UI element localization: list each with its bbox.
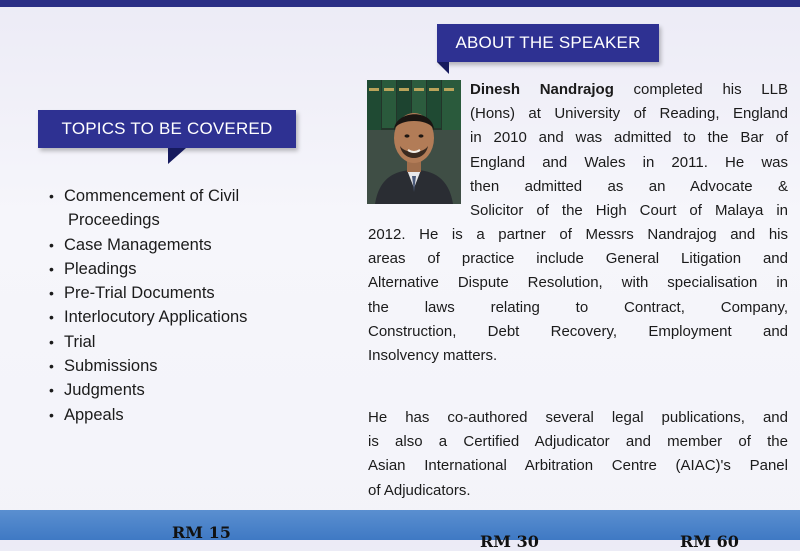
about-speaker-banner	[437, 24, 659, 62]
bio-line: Asian International Arbitration Centre (AIAC)'s Panel	[368, 457, 788, 475]
bio-text: completed his LLB	[613, 81, 788, 98]
topic-text: Interlocutory Applications	[64, 308, 248, 327]
bio-line: areas of practice include General Litigation and	[368, 250, 788, 268]
topic-item	[46, 184, 346, 233]
topic-item	[46, 257, 346, 281]
bio-line	[470, 78, 788, 102]
topic-item	[46, 354, 346, 378]
topic-text: Commencement of Civil	[64, 187, 240, 205]
speaker-bio-intro	[470, 78, 788, 223]
speaker-photo	[367, 80, 461, 204]
topic-text: Pre-Trial Documents	[64, 284, 215, 303]
topic-item	[46, 403, 346, 427]
topic-text: Trial	[64, 332, 96, 351]
bio-line: is also a Certified Adjudicator and member of the	[368, 433, 788, 451]
topic-text: Case Managements	[64, 235, 212, 254]
topic-item	[46, 233, 346, 257]
ribbon-fold	[437, 62, 449, 74]
bio-line: Construction, Debt Recovery, Employment and	[368, 322, 788, 340]
topic-text-continued: Proceedings	[68, 211, 160, 230]
topic-text: Appeals	[64, 405, 124, 424]
bio-line: 2012. He is a partner of Messrs Nandrajog and his	[368, 226, 788, 243]
bio-line: Alternative Dispute Resolution, with specialisation in	[368, 274, 788, 292]
price-label: RM 15	[172, 523, 231, 542]
bio-line: He has co-authored several legal publications, and	[368, 409, 788, 426]
bio-line: Solicitor of the High Court of Malaya in	[470, 201, 788, 219]
topics-heading: TOPICS TO BE COVERED	[61, 119, 273, 138]
bio-line: then admitted as an Advocate &	[470, 177, 788, 195]
price-label: RM 30	[480, 532, 539, 551]
speaker-bio-continued	[368, 223, 788, 368]
speaker-portrait-image	[367, 80, 461, 204]
bio-line: the laws relating to Contract, Company,	[368, 298, 788, 316]
topic-text: Submissions	[64, 357, 158, 376]
topic-item	[46, 330, 346, 354]
bio-line: Insolvency matters.	[368, 346, 498, 364]
bio-line: (Hons) at University of Reading, England	[470, 105, 788, 123]
topic-item	[46, 305, 346, 329]
topics-list	[46, 184, 346, 427]
price-label: RM 60	[680, 532, 739, 551]
ribbon-fold	[168, 148, 186, 164]
about-speaker-heading: ABOUT THE SPEAKER	[455, 33, 641, 52]
topic-text: Judgments	[64, 381, 145, 400]
topic-text: Pleadings	[64, 259, 137, 278]
top-bar	[0, 0, 800, 7]
pricing-band	[0, 510, 800, 551]
topic-item	[46, 281, 346, 305]
bio-line: of Adjudicators.	[368, 481, 471, 499]
speaker-bio-second-paragraph	[368, 406, 788, 503]
speaker-name: Dinesh Nandrajog	[470, 81, 614, 98]
topics-banner	[38, 110, 296, 148]
topic-item	[46, 378, 346, 402]
bio-line: England and Wales in 2011. He was	[470, 153, 788, 171]
bio-line: in 2010 and was admitted to the Bar of	[470, 129, 788, 147]
